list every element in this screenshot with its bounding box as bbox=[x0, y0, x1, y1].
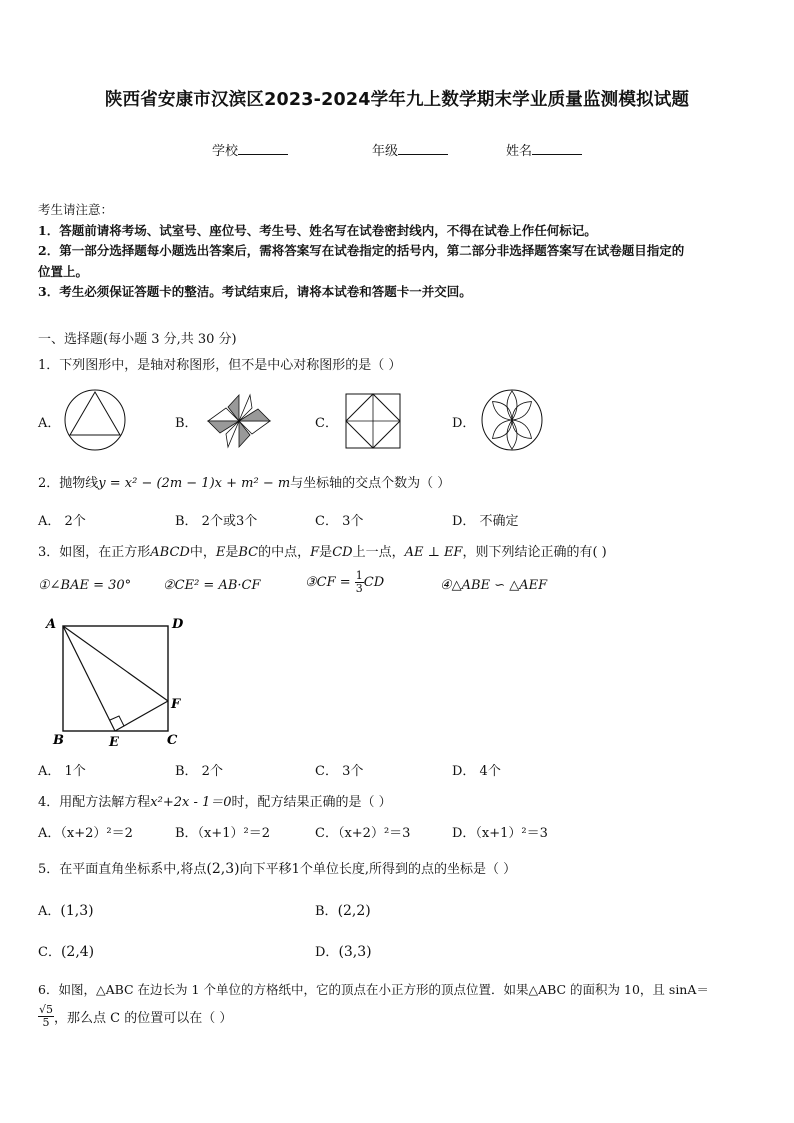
name-field[interactable] bbox=[506, 140, 582, 159]
grade-blank[interactable] bbox=[398, 142, 448, 155]
q3-stem bbox=[38, 541, 607, 560]
name-label: 姓名 bbox=[506, 144, 533, 159]
q2-option-b[interactable]: B． 2个或3个 bbox=[175, 514, 258, 529]
q4-option-c[interactable]: C．（x+2）²＝3 bbox=[315, 826, 411, 841]
q3-option-c[interactable]: C． 3个 bbox=[315, 764, 364, 779]
fraction-denominator: 5 bbox=[42, 1016, 50, 1029]
q3-math: AE ⊥ EF bbox=[404, 545, 463, 560]
q3-option-d[interactable]: D． 4个 bbox=[452, 764, 501, 779]
page-title: 陕西省安康市汉滨区2023-2024学年九上数学期末学业质量监测模拟试题 bbox=[104, 90, 690, 110]
label-e: E bbox=[109, 735, 119, 750]
label-c: C bbox=[167, 733, 178, 748]
notice-item-2: 2．第一部分选择题每小题选出答案后，需将答案写在试卷指定的括号内，第二部分非选择题答案写在试卷题目指定的 bbox=[38, 243, 685, 258]
q4-text: 时，配方结果正确的是（ ） bbox=[231, 795, 392, 810]
q3-c3-text: ③CF = bbox=[305, 575, 355, 590]
flower-figure bbox=[480, 388, 544, 452]
label-b: B bbox=[53, 733, 64, 748]
q3-math: E bbox=[215, 545, 226, 560]
label-f: F bbox=[171, 697, 181, 712]
q3-conclusion-3 bbox=[305, 570, 384, 595]
q3-fraction bbox=[355, 570, 364, 595]
q2-option-d[interactable]: D． 不确定 bbox=[452, 514, 519, 529]
notice-item-3: 3．考生必须保证答题卡的整洁。考试结束后，请将本试卷和答题卡一并交回。 bbox=[38, 284, 472, 299]
name-blank[interactable] bbox=[532, 142, 582, 155]
school-blank[interactable] bbox=[238, 142, 288, 155]
option-value: (1,3) bbox=[60, 903, 94, 919]
fraction-numerator: 1 bbox=[355, 569, 363, 582]
q3-text: 的中点， bbox=[258, 545, 311, 560]
q2-tail: 与坐标轴的交点个数为（ ） bbox=[290, 476, 451, 491]
q4-option-d[interactable]: D．（x+1）²＝3 bbox=[452, 826, 548, 841]
q6-line1: 6．如图，△ABC 在边长为 1 个单位的方格纸中，它的顶点在小正方形的顶点位置．如果△ABC 的面积为 10，且 sinA＝ bbox=[38, 982, 709, 997]
q5-option-c[interactable] bbox=[38, 941, 94, 960]
q4-text: 4．用配方法解方程 bbox=[38, 795, 151, 810]
q6-tail: ，那么点 C 的位置可以在（ ） bbox=[54, 1011, 233, 1026]
school-field[interactable] bbox=[212, 140, 288, 159]
q5-option-b[interactable] bbox=[315, 900, 371, 919]
q4-stem bbox=[38, 791, 392, 810]
q3-option-a[interactable]: A． 1个 bbox=[38, 764, 86, 779]
q1-stem: 1．下列图形中，是轴对称图形，但不是中心对称图形的是（ ） bbox=[38, 358, 402, 373]
grade-field[interactable] bbox=[372, 140, 448, 159]
notice-block bbox=[38, 200, 762, 303]
q2-option-a[interactable]: A． 2个 bbox=[38, 514, 86, 529]
q2-stem bbox=[38, 472, 450, 491]
q1-option-d[interactable]: D． bbox=[452, 416, 476, 431]
q3-conclusion-1: ①∠BAE = 30° bbox=[38, 578, 132, 593]
q5-point: (2,3) bbox=[206, 861, 240, 877]
option-letter: C． bbox=[38, 945, 61, 960]
fraction-numerator: √5 bbox=[39, 1003, 54, 1016]
q3-text: 中， bbox=[189, 545, 216, 560]
option-letter: B． bbox=[315, 904, 338, 919]
q6-line2 bbox=[38, 1004, 232, 1029]
q2-option-c[interactable]: C． 3个 bbox=[315, 514, 364, 529]
q4-option-a[interactable]: A．（x+2）²＝2 bbox=[38, 826, 133, 841]
q3-conclusion-2: ②CE² = AB·CF bbox=[163, 578, 261, 593]
q2-formula: y = x² − (2m − 1)x + m² − m bbox=[98, 476, 291, 491]
q1-option-c[interactable]: C． bbox=[315, 416, 338, 431]
notice-item-2-cont: 位置上。 bbox=[38, 263, 89, 279]
q6-fraction bbox=[38, 1004, 54, 1029]
q3-math: F bbox=[310, 545, 320, 560]
option-letter: D． bbox=[315, 945, 339, 960]
q3-text: 3．如图，在正方形 bbox=[38, 545, 151, 560]
q2-number: 2．抛物线 bbox=[38, 476, 99, 491]
q5-option-d[interactable] bbox=[315, 941, 372, 960]
circle-triangle-figure bbox=[63, 388, 127, 452]
grade-label: 年级 bbox=[372, 144, 399, 159]
option-value: (2,2) bbox=[337, 903, 371, 919]
option-value: (3,3) bbox=[338, 944, 372, 960]
section-heading: 一、选择题(每小题 3 分,共 30 分) bbox=[38, 332, 237, 347]
q3-c3-tail: CD bbox=[363, 575, 385, 590]
q3-text: 是 bbox=[225, 545, 239, 560]
square-diamond-figure bbox=[345, 393, 401, 449]
school-label: 学校 bbox=[212, 144, 239, 159]
q3-option-b[interactable]: B． 2个 bbox=[175, 764, 223, 779]
q3-math: BC bbox=[238, 545, 259, 560]
q3-math: CD bbox=[332, 545, 353, 560]
q1-option-a[interactable]: A． bbox=[38, 416, 61, 431]
q3-text: 是 bbox=[319, 545, 333, 560]
option-value: (2,4) bbox=[60, 944, 95, 960]
q3-conclusion-4: ④△ABE ∽ △AEF bbox=[440, 578, 548, 593]
q3-text: ，则下列结论正确的有( ) bbox=[462, 545, 607, 560]
square-abcd-figure bbox=[40, 612, 200, 750]
q4-equation: x²+2x - 1＝0 bbox=[150, 795, 232, 810]
q5-text: 5．在平面直角坐标系中,将点 bbox=[38, 862, 207, 877]
notice-item-1: 1．答题前请将考场、试室号、座位号、考生号、姓名写在试卷密封线内，不得在试卷上作任何标记。 bbox=[38, 222, 597, 238]
pinwheel-figure bbox=[206, 393, 272, 449]
q3-math: ABCD bbox=[150, 545, 190, 560]
q5-text: 向下平移1个单位长度,所得到的点的坐标是（ ） bbox=[239, 862, 517, 877]
label-a: A bbox=[46, 617, 57, 632]
q1-option-b[interactable]: B． bbox=[175, 416, 198, 431]
q4-option-b[interactable]: B．（x+1）²＝2 bbox=[175, 826, 271, 841]
label-d: D bbox=[172, 617, 184, 632]
option-letter: A． bbox=[38, 904, 61, 919]
q5-option-a[interactable] bbox=[38, 900, 94, 919]
notice-heading: 考生请注意： bbox=[38, 202, 114, 217]
q5-stem bbox=[38, 858, 516, 877]
fraction-denominator: 3 bbox=[355, 582, 363, 595]
q3-text: 上一点， bbox=[352, 545, 405, 560]
